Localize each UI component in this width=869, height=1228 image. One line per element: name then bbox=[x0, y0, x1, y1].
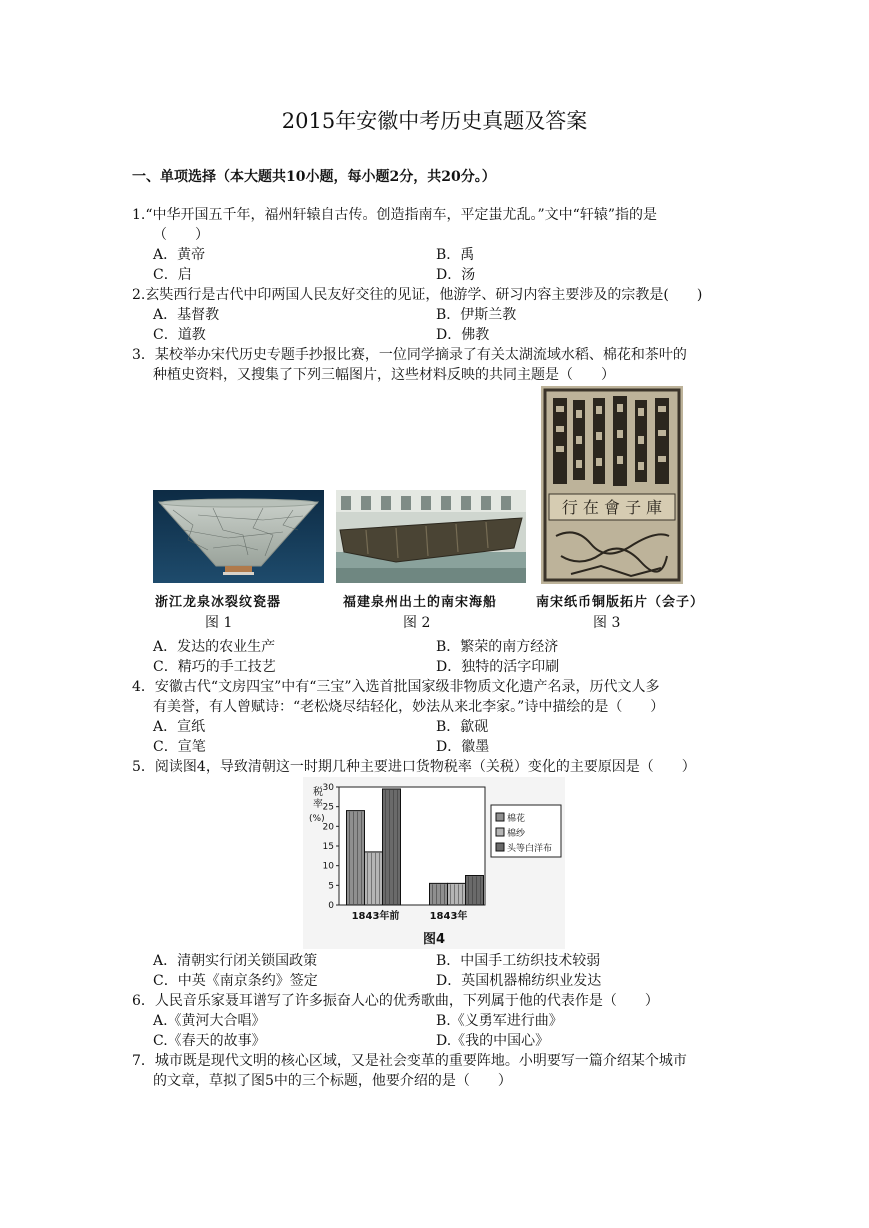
bar-1-1 bbox=[448, 883, 466, 905]
y-tick-label-6: 30 bbox=[322, 783, 334, 793]
q1-option-d: D．汤 bbox=[436, 267, 476, 283]
legend-swatch-2 bbox=[496, 843, 504, 851]
q2-option-c: C．道教 bbox=[153, 327, 206, 343]
bar-0-1 bbox=[365, 852, 383, 905]
y-tick-label-3: 15 bbox=[322, 842, 334, 852]
legend-swatch-0 bbox=[496, 813, 504, 821]
figure-3-label: 图 3 bbox=[593, 615, 621, 631]
q6-option-b: B.《义勇军进行曲》 bbox=[436, 1013, 563, 1029]
q2-option-b: B．伊斯兰教 bbox=[436, 307, 517, 323]
bar-1-2 bbox=[466, 876, 484, 906]
q4-stem-cont: 有美誉，有人曾赋诗：“老松烧尽结轻化，妙法从来北李家。”诗中描绘的是（ ） bbox=[153, 699, 665, 715]
q5-stem: 5．阅读图4，导致清朝这一时期几种主要进口货物税率（关税）变化的主要原因是（ ） bbox=[132, 759, 696, 775]
tariff-bar-chart bbox=[303, 777, 565, 949]
figure-1-caption: 浙江龙泉冰裂纹瓷器 bbox=[155, 595, 282, 610]
q7-stem-cont: 的文章，草拟了图5中的三个标题，他要介绍的是（ ） bbox=[153, 1073, 512, 1089]
q3-option-c: C．精巧的手工技艺 bbox=[153, 659, 276, 675]
y-axis-unit: (%) bbox=[309, 814, 325, 824]
page-title: 2015年安徽中考历史真题及答案 bbox=[281, 109, 588, 133]
q4-option-c: C．宣笔 bbox=[153, 739, 206, 755]
y-axis-label: 税 bbox=[313, 787, 323, 798]
q5-option-d: D．英国机器棉纺织业发达 bbox=[436, 973, 602, 989]
q6-option-c: C.《春天的故事》 bbox=[153, 1033, 266, 1049]
legend-label-0: 棉花 bbox=[507, 814, 526, 824]
q1-blank: （ ） bbox=[153, 227, 209, 243]
y-tick-label-5: 25 bbox=[322, 802, 334, 813]
q6-option-a: A.《黄河大合唱》 bbox=[153, 1013, 266, 1029]
q3-option-d: D．独特的活字印刷 bbox=[436, 659, 560, 675]
q5-option-a: A．清朝实行闭关锁国政策 bbox=[153, 953, 318, 969]
q3-option-b: B．繁荣的南方经济 bbox=[436, 639, 559, 655]
q2-option-d: D．佛教 bbox=[436, 327, 490, 343]
q1-option-a: A．黄帝 bbox=[153, 247, 206, 263]
q2-option-a: A．基督教 bbox=[153, 307, 220, 323]
legend-swatch-1 bbox=[496, 828, 504, 836]
q5-option-b: B．中国手工纺织技术较弱 bbox=[436, 953, 601, 969]
figure-1-label: 图 1 bbox=[205, 615, 233, 631]
legend-label-1: 棉纱 bbox=[507, 829, 526, 839]
legend-label-2: 头等白洋布 bbox=[507, 844, 553, 854]
x-tick-label-1: 1843年 bbox=[429, 911, 468, 922]
q6-option-d: D.《我的中国心》 bbox=[436, 1033, 550, 1049]
q4-option-d: D．徽墨 bbox=[436, 739, 490, 755]
figure-3-caption: 南宋纸币铜版拓片（会子） bbox=[536, 595, 705, 610]
q3-option-a: A．发达的农业生产 bbox=[153, 639, 276, 655]
q3-stem: 3．某校举办宋代历史专题手抄报比赛，一位同学摘录了有关太湖流域水稻、棉花和茶叶的 bbox=[132, 347, 687, 363]
figure-1-celadon-bowl bbox=[153, 490, 324, 583]
y-tick-label-2: 10 bbox=[322, 861, 334, 872]
figure-2-caption: 福建泉州出土的南宋海船 bbox=[343, 595, 498, 610]
q3-stem-cont: 种植史资料，又搜集了下列三幅图片，这些材料反映的共同主题是（ ） bbox=[153, 367, 615, 383]
q5-option-c: C．中英《南京条约》签定 bbox=[153, 973, 318, 989]
x-tick-label-0: 1843年前 bbox=[351, 911, 400, 922]
y-tick-label-0: 0 bbox=[328, 901, 334, 911]
y-tick-label-4: 20 bbox=[322, 822, 334, 833]
bar-1-0 bbox=[430, 883, 448, 905]
q4-option-b: B．歙砚 bbox=[436, 719, 489, 735]
figure-3-huizi-plate bbox=[541, 386, 683, 584]
figure-2-song-ship bbox=[336, 490, 526, 583]
q1-stem: 1.“中华开国五千年，福州轩辕自古传。创造指南车，平定蚩尤乱。”文中“轩辕”指的是 bbox=[132, 207, 657, 223]
q6-stem: 6．人民音乐家聂耳谱写了许多振奋人心的优秀歌曲，下列属于他的代表作是（ ） bbox=[132, 993, 659, 1009]
q4-option-a: A．宣纸 bbox=[153, 719, 206, 735]
bar-0-0 bbox=[347, 811, 365, 905]
y-tick-label-1: 5 bbox=[328, 881, 334, 892]
q1-option-c: C．启 bbox=[153, 267, 192, 283]
section-heading: 一、单项选择（本大题共10小题，每小题2分，共20分。） bbox=[132, 169, 496, 185]
q4-stem: 4．安徽古代“文房四宝”中有“三宝”入选首批国家级非物质文化遗产名录，历代文人多 bbox=[132, 679, 660, 695]
figure-4-label: 图4 bbox=[422, 932, 446, 947]
bar-0-2 bbox=[383, 789, 401, 905]
q2-stem: 2.玄奘西行是古代中印两国人民友好交往的见证，他游学、研习内容主要涉及的宗教是( ) bbox=[132, 287, 703, 303]
q7-stem: 7．城市既是现代文明的核心区域，又是社会变革的重要阵地。小明要写一篇介绍某个城市 bbox=[132, 1053, 687, 1069]
figure-4-tariff-chart bbox=[303, 777, 565, 949]
y-axis-label-2: 率 bbox=[313, 799, 323, 810]
q1-option-b: B．禹 bbox=[436, 247, 475, 263]
figure-2-label: 图 2 bbox=[403, 615, 431, 631]
plate-banner-text: 行 在 會 子 庫 bbox=[561, 498, 663, 517]
